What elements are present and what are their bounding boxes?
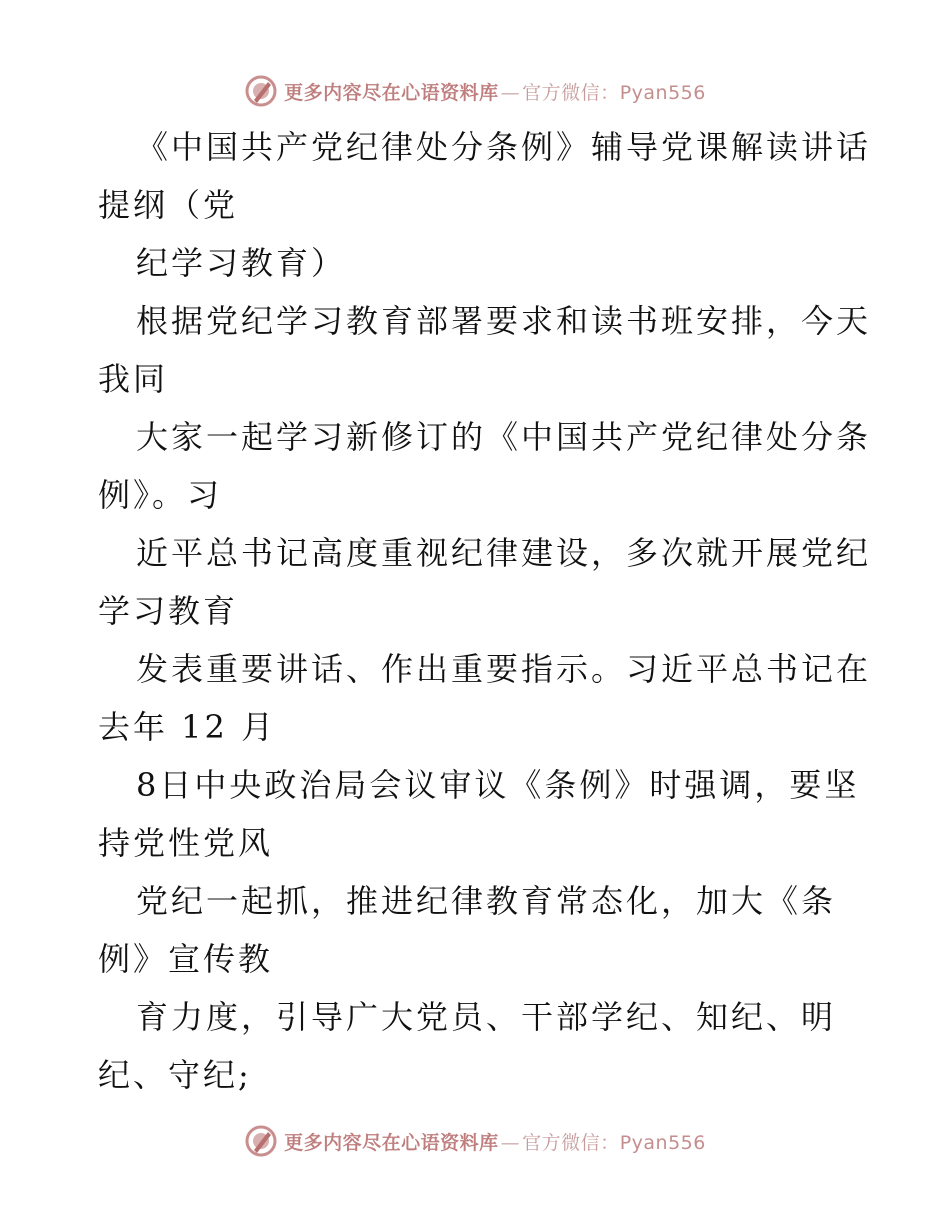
watermark-brand: 更多内容尽在心语资料库 <box>284 81 499 104</box>
header-watermark <box>0 71 950 111</box>
text-line: 持党性党风 <box>98 824 274 862</box>
text-line: 学习教育 <box>98 592 239 630</box>
text-line: 《中国共产党纪律处分条例》辅导党课解读讲话 <box>136 128 872 166</box>
watermark-label: 官方微信： <box>522 81 620 104</box>
text-line: 我同 <box>98 360 169 398</box>
text-line: 例》。习 <box>98 476 223 514</box>
text-line: 去年 12 月 <box>98 708 277 746</box>
text-line: 党纪一起抓，推进纪律教育常态化，加大《条 <box>136 882 837 920</box>
text-line: 发表重要讲话、作出重要指示。习近平总书记在 <box>136 650 872 688</box>
watermark-separator: — <box>500 81 521 104</box>
text-line: 提纲（党 <box>98 186 239 224</box>
watermark-id: Pyan556 <box>619 1131 706 1154</box>
pen-seal-icon <box>244 1124 278 1158</box>
text-line: 育力度，引导广大党员、干部学纪、知纪、明 <box>136 998 837 1036</box>
text-line: 近平总书记高度重视纪律建设，多次就开展党纪 <box>136 534 872 572</box>
text-line: 例》宣传教 <box>98 940 274 978</box>
text-line: 大家一起学习新修订的《中国共产党纪律处分条 <box>136 418 872 456</box>
pen-seal-icon <box>244 74 278 108</box>
text-line: 8日中央政治局会议审议《条例》时强调，要坚 <box>136 766 860 804</box>
text-line: 纪、守纪; <box>98 1056 252 1094</box>
text-line: 纪学习教育） <box>136 244 347 282</box>
watermark-label: 官方微信： <box>522 1131 620 1154</box>
watermark-text <box>284 78 706 105</box>
text-line: 根据党纪学习教育部署要求和读书班安排，今天 <box>136 302 872 340</box>
watermark-id: Pyan556 <box>619 81 706 104</box>
watermark-text <box>284 1128 706 1155</box>
watermark-brand: 更多内容尽在心语资料库 <box>284 1131 499 1154</box>
watermark-separator: — <box>500 1131 521 1154</box>
footer-watermark <box>0 1121 950 1161</box>
document-body <box>98 118 872 1104</box>
